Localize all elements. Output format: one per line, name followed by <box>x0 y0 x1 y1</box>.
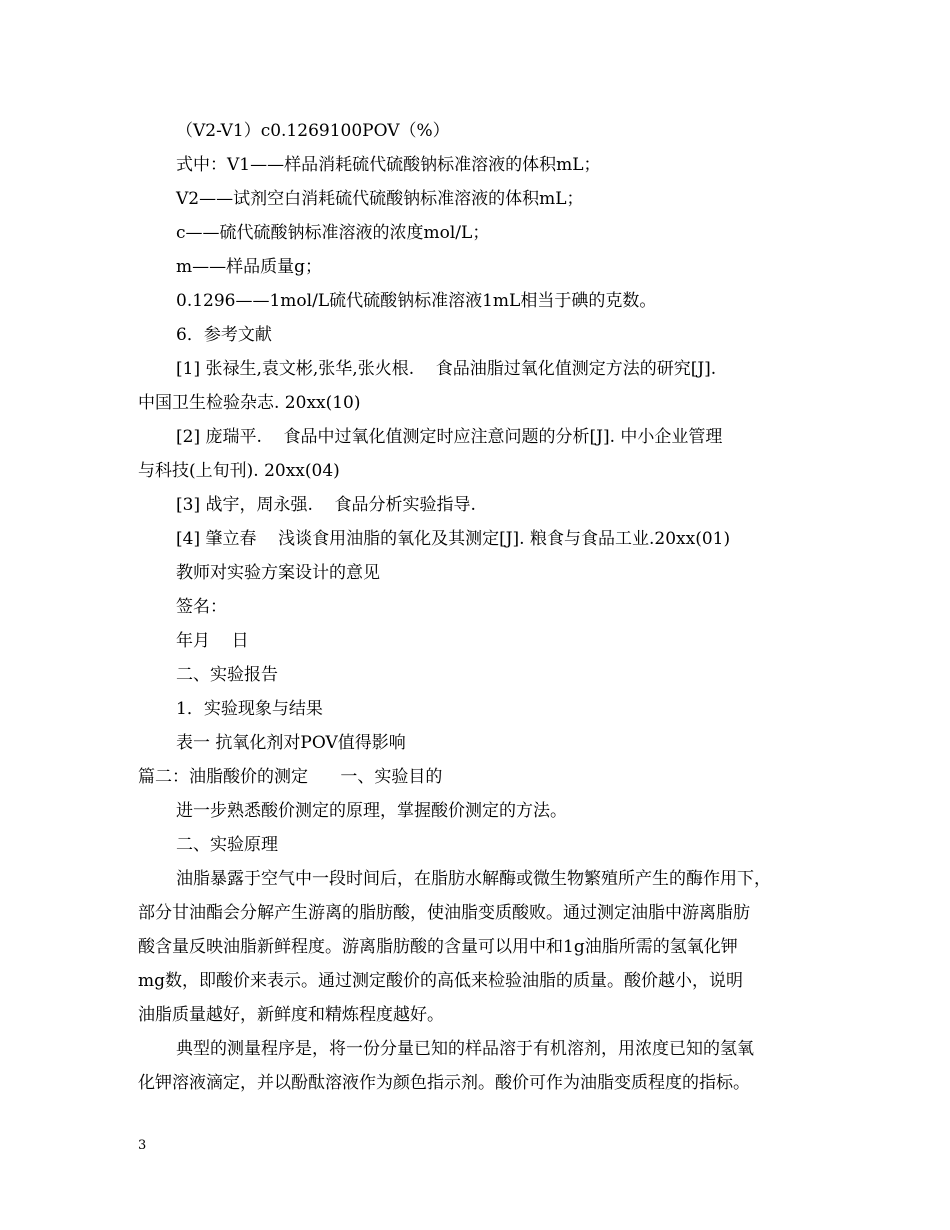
part-heading: 篇二：油脂酸价的测定 一、实验目的 <box>138 767 443 787</box>
text-line: 0.1296——1mol/L硫代硫酸钠标准溶液1mL相当于碘的克数。 <box>176 291 657 311</box>
paragraph-line: 典型的测量程序是，将一份分量已知的样品溶于有机溶剂，用浓度已知的氢氧 <box>176 1039 754 1059</box>
date-label: 年月 日 <box>176 631 249 651</box>
page-number: 3 <box>138 1138 147 1153</box>
paragraph-line: 油脂暴露于空气中一段时间后，在脂肪水解酶或微生物繁殖所产生的酶作用下， <box>176 869 771 889</box>
reference-item: [4] 肇立春 浅谈食用油脂的氧化及其测定[J]. 粮食与食品工业.20xx(01) <box>176 529 731 549</box>
text-line: 式中：V1——样品消耗硫代硫酸钠标准溶液的体积mL； <box>176 155 601 175</box>
section-heading: 二、实验报告 <box>176 665 278 685</box>
signature-label: 签名： <box>176 597 227 617</box>
paragraph-line: 酸含量反映油脂新鲜程度。游离脂肪酸的含量可以用中和1g油脂所需的氢氧化钾 <box>138 937 738 957</box>
text-line: V2——试剂空白消耗硫代硫酸钠标准溶液的体积mL； <box>176 189 584 209</box>
text-line: c——硫代硫酸钠标准溶液的浓度mol/L； <box>176 223 490 243</box>
paragraph-line: mg数，即酸价来表示。通过测定酸价的高低来检验油脂的质量。酸价越小，说明 <box>138 971 744 991</box>
text-line: m——样品质量g； <box>176 257 323 277</box>
reference-item-continuation: 中国卫生检验杂志. 20xx(10) <box>138 393 361 413</box>
text-line: 进一步熟悉酸价测定的原理，掌握酸价测定的方法。 <box>176 801 567 821</box>
section-heading: 6．参考文献 <box>176 325 272 345</box>
formula-line: （V2-V1）c0.1269100POV（%） <box>176 121 450 141</box>
section-heading: 二、实验原理 <box>176 835 278 855</box>
paragraph-line: 油脂质量越好，新鲜度和精炼程度越好。 <box>138 1005 444 1025</box>
reference-item: [3] 战宇，周永强. 食品分析实验指导. <box>176 495 476 515</box>
paragraph-line: 化钾溶液滴定，并以酚酞溶液作为颜色指示剂。酸价可作为油脂变质程度的指标。 <box>138 1073 750 1093</box>
text-line: 教师对实验方案设计的意见 <box>176 563 380 583</box>
reference-item: [1] 张禄生,袁文彬,张华,张火根. 食品油脂过氧化值测定方法的研究[J]. <box>176 359 717 379</box>
subsection-heading: 1．实验现象与结果 <box>176 699 323 719</box>
paragraph-line: 部分甘油酯会分解产生游离的脂肪酸，使油脂变质酸败。通过测定油脂中游离脂肪 <box>138 903 750 923</box>
reference-item: [2] 庞瑞平. 食品中过氧化值测定时应注意问题的分析[J]. 中小企业管理 <box>176 427 723 447</box>
reference-item-continuation: 与科技(上旬刊). 20xx(04) <box>138 461 340 481</box>
table-caption: 表一 抗氧化剂对POV值得影响 <box>176 733 406 753</box>
